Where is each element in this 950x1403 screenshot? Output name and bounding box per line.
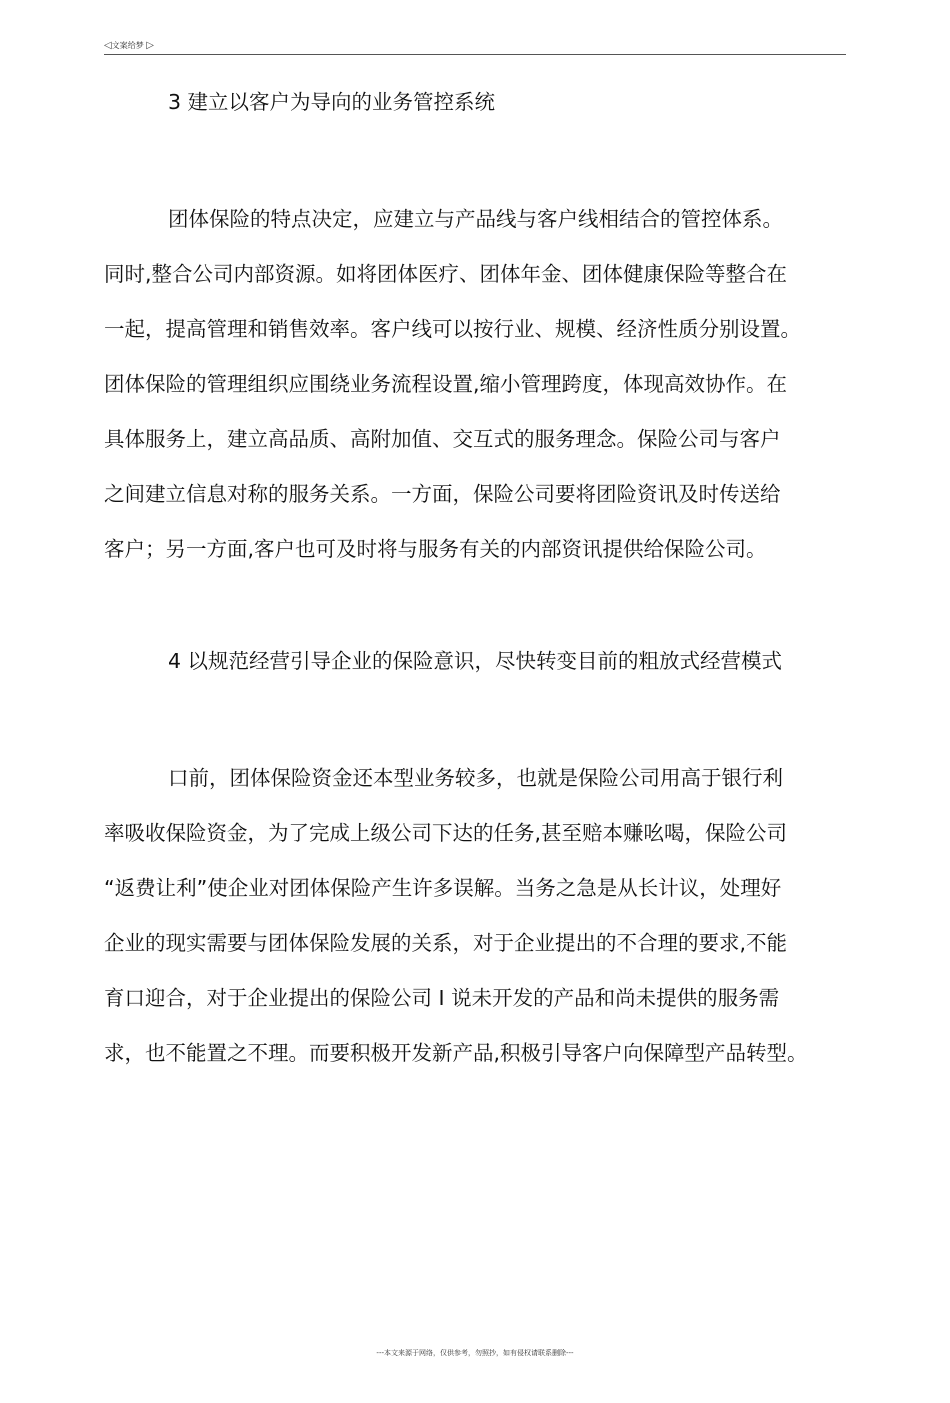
paragraph-line: 之间建立信息对称的服务关系。一方面，保险公司要将团险资讯及时传送给 [104,482,781,506]
paragraph-line: 育口迎合，对于企业提出的保险公司 I 说未开发的产品和尚未提供的服务需 [104,986,780,1010]
paragraph-line: “返费让利”使企业对团体保险产生许多误解。当务之急是从长计议，处理好 [104,876,782,900]
paragraph-line: 企业的现实需要与团体保险发展的关系，对于企业提出的不合理的要求,不能 [104,931,788,955]
paragraph-line: 客户；另一方面,客户也可及时将与服务有关的内部资讯提供给保险公司。 [104,537,767,561]
logo-left-mark-icon: ◁ [104,40,112,51]
paragraph-line: 求，也不能置之不理。而要积极开发新产品,积极引导客户向保障型产品转型。 [104,1041,808,1065]
section-paragraph-4 [104,751,864,1081]
section-heading-3: 3 建立以客户为导向的业务管控系统 [168,90,496,114]
section-heading-4: 4 以规范经营引导企业的保险意识，尽快转变目前的粗放式经营模式 [168,649,783,673]
paragraph-line: 率吸收保险资金，为了完成上级公司下达的任务,甚至赔本赚吆喝，保险公司 [104,821,788,845]
paragraph-line: 团体保险的特点决定，应建立与产品线与客户线相结合的管控体系。 [168,207,783,231]
header-logo [104,40,154,52]
paragraph-line: 一起，提高管理和销售效率。客户线可以按行业、规模、经济性质分别设置。 [104,317,801,341]
document-body [104,82,864,1081]
logo-right-mark-icon: ▷ [146,40,154,51]
page-header [104,40,846,55]
logo-text: 文案给梦 [111,41,144,50]
paragraph-line: 团体保险的管理组织应围绕业务流程设置,缩小管理跨度，体现高效协作。在 [104,372,788,396]
paragraph-line: 口前，团体保险资金还本型业务较多，也就是保险公司用高于银行利 [168,766,783,790]
page-footer-disclaimer: ---本文来源于网络，仅供参考，勿照抄，如有侵权请联系删除--- [376,1349,574,1357]
paragraph-line: 具体服务上，建立高品质、高附加值、交互式的服务理念。保险公司与客户 [104,427,781,451]
section-paragraph-3 [104,192,864,577]
paragraph-line: 同时,整合公司内部资源。如将团体医疗、团体年金、团体健康保险等整合在 [104,262,788,286]
